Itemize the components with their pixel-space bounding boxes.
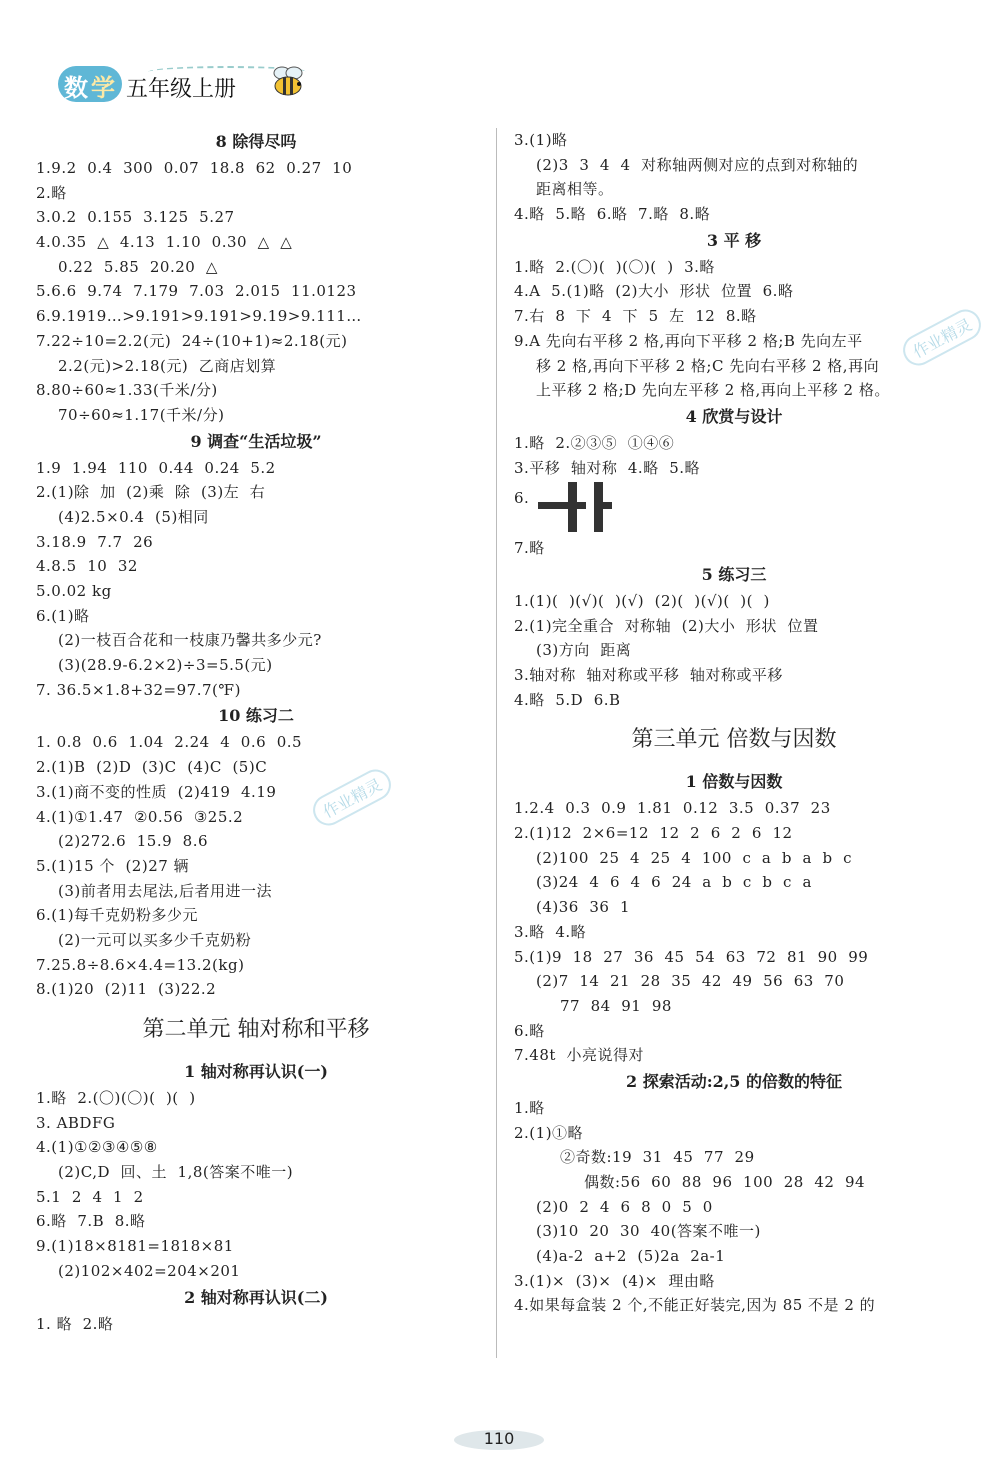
section-heading: 9 调查“生活垃圾”: [190, 431, 322, 451]
answer-line: 7. 36.5×1.8+32=97.7(℉): [36, 680, 241, 699]
answer-line: 5.(1)9 18 27 36 45 54 63 72 81 90 99: [514, 947, 869, 966]
answer-line: (2)100 25 4 25 4 100 c a b a b c: [536, 848, 853, 867]
answer-line: 2.(1)①略: [514, 1123, 584, 1142]
section-heading: 8 除得尽吗: [215, 132, 297, 151]
answer-line: 1.(1)( )(√)( )(√) (2)( )(√)( )( ): [514, 591, 770, 610]
answer-line: 5.6.6 9.74 7.179 7.03 2.015 11.0123: [36, 282, 357, 301]
section-heading: 2 轴对称再认识(二): [184, 1287, 328, 1307]
answer-line: (2)102×402=204×201: [58, 1261, 241, 1280]
answer-line: 2.(1)B (2)D (3)C (4)C (5)C: [36, 758, 268, 777]
answer-line: 移 2 格,再向下平移 2 格;C 先向右平移 2 格,再向: [536, 356, 880, 375]
answer-line: (2)一枝百合花和一枝康乃馨共多少元?: [58, 631, 322, 650]
section-heading: 1 倍数与因数: [685, 772, 783, 792]
answer-line: 70÷60≈1.17(千米/分): [58, 405, 225, 424]
answer-line: 6.9.1919…>9.191>9.191>9.19>9.111…: [36, 307, 362, 326]
column-divider: [496, 128, 497, 1358]
page-number: 110: [483, 1429, 515, 1448]
answer-line: 5.(1)15 个 (2)27 辆: [36, 856, 190, 875]
answer-line: 1.略 2.(〇)(〇)( )( ): [36, 1089, 196, 1107]
section-heading: 1 轴对称再认识(一): [184, 1062, 328, 1081]
answer-line: 7.48t 小亮说得对: [514, 1046, 644, 1065]
section-heading: 10 练习二: [218, 706, 294, 726]
answer-line: 3.略 4.略: [514, 922, 587, 941]
unit-heading: 第二单元 轴对称和平移: [142, 1017, 370, 1042]
answer-line: 6.(1)每千克奶粉多少元: [36, 906, 199, 925]
answer-line: (3)10 20 30 40(答案不唯一): [536, 1222, 761, 1241]
answer-line: 6.略 7.B 8.略: [36, 1212, 146, 1231]
section-heading: 5 练习三: [701, 564, 767, 584]
answer-line: (2)一元可以买多少千克奶粉: [58, 930, 252, 949]
answer-line: 1. 略 2.略: [36, 1314, 114, 1333]
answer-figure: [514, 480, 954, 536]
answer-line: 6.(1)略: [36, 606, 90, 625]
answer-line: 9.(1)18×8181=1818×81: [36, 1237, 234, 1256]
answer-line: 3.(1)略: [514, 131, 568, 149]
answer-line: 1.略 2.②③⑤ ①④⑥: [514, 433, 675, 452]
answer-line: (3)24 4 6 4 6 24 a b c b c a: [536, 873, 812, 892]
answer-line: 4.(1)①1.47 ②0.56 ③25.2: [36, 807, 244, 826]
answer-line: 1.略: [514, 1098, 545, 1117]
answer-line: (2)7 14 21 28 35 42 49 56 63 70: [536, 972, 845, 991]
left-column: [36, 128, 476, 1336]
page-header: [58, 58, 378, 108]
answer-line: (3)(28.9-6.2×2)÷3=5.5(元): [58, 656, 273, 675]
answer-line: (2)3 3 4 4 对称轴两侧对应的点到对称轴的: [536, 155, 859, 174]
answer-line: 3.(1)× (3)× (4)× 理由略: [514, 1271, 715, 1290]
unit-heading: 第三单元 倍数与因数: [631, 727, 837, 753]
answer-line: 2.(1)完全重合 对称轴 (2)大小 形状 位置: [514, 616, 819, 635]
answer-line: 距离相等。: [536, 180, 614, 199]
answer-line: (3)前者用去尾法,后者用进一法: [58, 881, 273, 900]
answer-line: 4.0.35 △ 4.13 1.10 0.30 △ △: [36, 233, 293, 252]
answer-line: (4)2.5×0.4 (5)相同: [58, 507, 209, 526]
answer-line: (2)0 2 4 6 8 0 5 0: [536, 1197, 713, 1216]
answer-line: 3.平移 轴对称 4.略 5.略: [514, 458, 701, 477]
section-heading: 2 探索活动:2,5 的倍数的特征: [625, 1071, 843, 1091]
answer-line: 4.8.5 10 32: [36, 557, 138, 576]
subject-char-1: 数: [64, 74, 88, 102]
answer-line: 5.0.02 kg: [36, 582, 112, 600]
grade-title: 五年级上册: [126, 77, 237, 102]
bee-icon: [268, 64, 308, 100]
watermark-stamp: 作业精灵: [898, 304, 987, 371]
right-column: [514, 128, 954, 1318]
answer-line: 77 84 91 98: [560, 996, 672, 1015]
answer-line: 3.(1)商不变的性质 (2)419 4.19: [36, 782, 277, 801]
answer-line: 偶数:56 60 88 96 100 28 42 94: [584, 1173, 866, 1191]
answer-line: 4.A 5.(1)略 (2)大小 形状 位置 6.略: [514, 282, 794, 301]
answer-line: 1.略 2.(〇)( )(〇)( ) 3.略: [514, 257, 715, 276]
shape-figure-icon: [536, 480, 616, 536]
answer-line: (2)C,D 回、土 1,8(答案不唯一): [58, 1163, 294, 1182]
answer-line: 0.22 5.85 20.20 △: [58, 257, 218, 276]
watermark-stamp: 作业精灵: [308, 764, 397, 831]
answer-number: 6.: [514, 489, 530, 508]
answer-line: (2)272.6 15.9 8.6: [58, 832, 209, 851]
answer-line: 9.A 先向右平移 2 格,再向下平移 2 格;B 先向左平: [514, 331, 863, 350]
answer-line: 6.略: [514, 1021, 545, 1040]
answer-line: ②奇数:19 31 45 77 29: [560, 1148, 755, 1167]
answer-line: 2.(1)12 2×6=12 12 2 6 2 6 12: [514, 824, 793, 843]
answer-line: 7.22÷10=2.2(元) 24÷(10+1)≈2.18(元): [36, 331, 348, 350]
subject-char-2: 学: [91, 74, 115, 102]
answer-line: 7.25.8÷8.6×4.4=13.2(kg): [36, 955, 245, 974]
answer-line: 2.略: [36, 183, 67, 202]
answer-line: 2.(1)除 加 (2)乘 除 (3)左 右: [36, 483, 266, 502]
answer-line: 7.右 8 下 4 下 5 左 12 8.略: [514, 307, 757, 326]
answer-line: 2.2(元)>2.18(元) 乙商店划算: [58, 356, 277, 375]
answer-line: 1.9 1.94 110 0.44 0.24 5.2: [36, 458, 276, 477]
answer-line: 3. ABDFG: [36, 1113, 116, 1132]
answer-line: (4)a-2 a+2 (5)2a 2a-1: [536, 1247, 726, 1266]
section-heading: 3 平 移: [706, 230, 762, 250]
answer-line: 5.1 2 4 1 2: [36, 1187, 144, 1206]
page-footer: [454, 1426, 544, 1454]
section-heading: 4 欣赏与设计: [685, 406, 783, 426]
answer-line: 3.18.9 7.7 26: [36, 532, 154, 551]
answer-line: 4.略 5.D 6.B: [514, 690, 621, 709]
answer-line: 7.略: [514, 539, 545, 558]
answer-line: 8.80÷60≈1.33(千米/分): [36, 381, 218, 400]
answer-line: (3)方向 距离: [536, 641, 632, 660]
answer-line: (4)36 36 1: [536, 898, 631, 917]
subject-badge: [58, 66, 122, 102]
answer-line: 1. 0.8 0.6 1.04 2.24 4 0.6 0.5: [36, 733, 303, 752]
answer-line: 3.轴对称 轴对称或平移 轴对称或平移: [514, 666, 783, 684]
answer-line: 4.(1)①②③④⑤⑧: [36, 1138, 158, 1157]
answer-line: 8.(1)20 (2)11 (3)22.2: [36, 980, 217, 999]
answer-line: 上平移 2 格;D 先向左平移 2 格,再向上平移 2 格。: [536, 381, 890, 400]
answer-line: 1.2.4 0.3 0.9 1.81 0.12 3.5 0.37 23: [514, 799, 831, 818]
answer-line: 4.如果每盒装 2 个,不能正好装完,因为 85 不是 2 的: [514, 1296, 876, 1315]
answer-line: 4.略 5.略 6.略 7.略 8.略: [514, 205, 711, 224]
answer-line: 3.0.2 0.155 3.125 5.27: [36, 208, 235, 227]
answer-line: 1.9.2 0.4 300 0.07 18.8 62 0.27 10: [36, 159, 353, 177]
